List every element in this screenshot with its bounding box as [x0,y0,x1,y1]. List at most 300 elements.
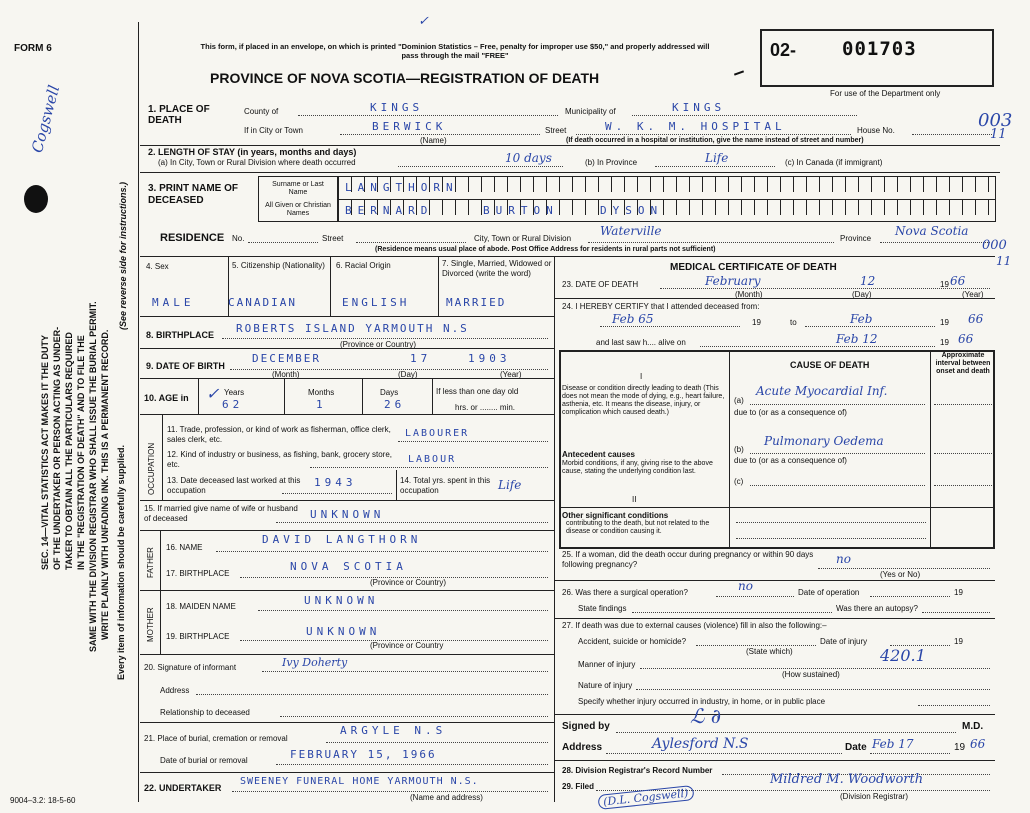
code-000: 000 [982,238,1007,253]
name-cell [703,177,716,192]
to-label: to [790,318,797,327]
name-cell [638,177,651,192]
name-cell [911,177,924,192]
page-title: PROVINCE OF NOVA SCOTIA—REGISTRATION OF DEATH [210,70,600,86]
cause-c-line [750,485,925,486]
occ13-label: 13. Date deceased last worked at this occupation [167,476,301,495]
state-findings-label: State findings [578,604,627,613]
informant-label: 20. Signature of informant [144,663,237,672]
cause-rule [559,507,995,508]
name-cell [651,177,664,192]
attend-from: Feb 65 [612,312,654,326]
racial-value: ENGLISH [342,296,410,309]
rule-r3 [554,618,995,619]
birthplace-line [222,338,548,339]
name-cell [885,177,898,192]
days-label: Days [380,388,399,397]
res-no-label: No. [232,234,245,243]
rule-11 [140,654,554,655]
res-city-line [588,242,834,243]
sex-label: 4. Sex [146,262,169,271]
citizenship-label: 5. Citizenship (Nationality) [232,261,325,270]
death-day-sub: (Day) [852,290,872,299]
center-rule [554,256,555,802]
margin-note: Cogswell [28,83,64,155]
other-sig-sub: contributing to the death, but not related to the disease or condition causing it. [566,520,710,535]
interval-label: Approximate interval between onset and death [935,352,991,375]
dob-day-sub: (Day) [398,370,418,379]
name-cell [872,177,885,192]
name-cell [768,200,781,215]
occupation-label: OCCUPATION [147,442,156,495]
age-sep-1 [284,378,285,414]
col-sep-3 [438,256,439,316]
manner-line [640,668,990,669]
name-cell [937,200,950,215]
age-sep-2 [362,378,363,414]
stay-b-value: Life [705,151,729,165]
name-cell [599,177,612,192]
name-cell [833,200,846,215]
spouse-value: UNKNOWN [310,508,385,521]
given-grid [338,199,996,222]
stay-b-line [655,166,775,167]
cause-a-line [750,404,925,405]
filed-stamp: (D.L. Cogswell) [597,785,694,810]
name-cell [495,177,508,192]
name-cell [898,177,911,192]
relationship-line [280,716,548,717]
dob-label: 9. DATE OF BIRTH [146,361,225,371]
nature-line [636,689,990,690]
manner-label: Manner of injury [578,660,636,669]
name-cell [781,177,794,192]
burial-date-label: Date of burial or removal [160,756,248,765]
name-cell [976,177,989,192]
interval-c-line [934,485,992,486]
side-text-6: WRITE PLAINLY WITH UNFADING INK. THIS IS A PERMANENT RECORD. [100,329,110,640]
father-name-label: 16. NAME [166,543,203,552]
md-date-label: Date [845,742,867,753]
city-line [340,134,540,135]
rule-r4 [554,714,995,715]
mother-maiden-label: 18. MAIDEN NAME [166,602,236,611]
name-cell [742,200,755,215]
md-address-value: Aylesford N.S [652,736,749,752]
name-cell [716,177,729,192]
municipality-value: KINGS [672,101,726,114]
dept-use-note: For use of the Department only [830,89,941,98]
name-cell [703,200,716,215]
rule-2 [140,172,1000,173]
roman-1: I [640,372,643,381]
name-cell [820,177,833,192]
occ14-sep [396,470,397,500]
rule-7 [140,414,554,415]
name-cell [586,177,599,192]
name-cell [521,177,534,192]
occ13-line [282,493,392,494]
res-street-label: Street [322,234,344,243]
rule-3 [140,256,995,257]
other-sig-label: Other significant conditions [562,511,669,520]
undertaker-line [232,791,548,792]
name-cell [911,200,924,215]
given-value-3: DYSON [600,204,664,217]
cause-title: CAUSE OF DEATH [790,360,870,370]
interval-b-line [934,453,992,454]
code-11: 11 [990,127,1007,142]
roman-2: II [632,495,637,504]
name-cell [950,177,963,192]
name-cell [794,177,807,192]
res-no-line [248,242,318,243]
occ-sep [162,414,163,500]
surgical-label: 26. Was there a surgical operation? [562,588,688,597]
birthplace-label: 8. BIRTHPLACE [146,330,215,340]
birthplace-value: ROBERTS ISLAND YARMOUTH N.S [236,322,469,335]
rule-r5 [554,760,995,761]
div-registrar-sub: (Division Registrar) [840,792,909,801]
mother-sep [160,590,161,654]
county-value: KINGS [370,101,424,114]
side-text-3: TAKER TO OBTAIN ALL THE PARTICULARS REQUIRED [64,332,74,570]
occ14-label: 14. Total yrs. spent in this occupation [400,476,491,495]
date-op-line [870,596,950,597]
col-sep-2 [330,256,331,316]
specify-label: Specify whether injury occurred in industry, in home, or in public place [578,697,826,706]
mother-birth-label: 19. BIRTHPLACE [166,632,230,641]
surname-value: LANGTHORN [345,181,459,194]
name-cell [456,200,469,215]
age-days: 26 [384,398,406,411]
name-cell [625,177,638,192]
house-line [912,134,992,135]
stay-a-value: 10 days [505,151,552,165]
name-cell [755,177,768,192]
md-date-yr: 66 [970,737,986,751]
informant-address-label: Address [160,686,190,695]
attend-to-line [805,326,935,327]
informant-value: Ivy Doherty [282,656,348,669]
res-province-line [880,242,990,243]
name-cell [846,177,859,192]
rule-4 [140,316,554,317]
dash-mark [734,70,744,75]
sex-value: MALE [152,296,195,309]
length-stay-label: 2. LENGTH OF STAY (in years, months and days) [148,147,357,157]
side-text-2: OF THE UNDERTAKER OR PERSON ACTING AS UNDER- [52,326,62,570]
residence-note: (Residence means usual place of abode. Post Office Address for residents in rural parts not sufficient) [375,246,716,253]
external-label: 27. If death was due to external causes (violence) fill in also the following:– [562,621,827,630]
accident-label: Accident, suicide or homicide? [578,637,687,646]
res-city-label: City, Town or Rural Division [474,234,572,243]
cause-b-marker: (b) [734,445,744,454]
name-cell [560,177,573,192]
other-line-1 [736,522,926,523]
father-birth-sub: (Province or Country) [370,578,447,587]
left-rule [138,22,139,802]
relationship-label: Relationship to deceased [160,708,250,717]
stay-a-line [398,166,563,167]
burial-place-line [326,742,548,743]
nature-label: Nature of injury [578,681,633,690]
mother-maiden-value: UNKNOWN [304,594,379,607]
attend-from-line [600,326,740,327]
date-op-label: Date of operation [798,588,860,597]
months-label: Months [308,388,335,397]
name-cell [924,200,937,215]
name-cell [885,200,898,215]
street-value: W. K. M. HOSPITAL [605,120,786,133]
punch-hole [24,185,48,213]
father-sep [160,530,161,590]
reg-record-label: 28. Division Registrar's Record Number [562,766,713,775]
side-text-4: IN THE "REGISTRATION OF DEATH" AND TO FILE THE [76,335,86,570]
antecedent-sub: Morbid conditions, if any, giving rise to the above cause, stating the underlying condition last. [562,460,713,475]
name-cell [937,177,950,192]
cause-a-marker: (a) [734,396,744,405]
signed-by-line [616,732,956,733]
last-saw-line [700,346,935,347]
county-line [298,115,558,116]
signed-by-label: Signed by [562,721,610,732]
house-no-label: House No. [857,126,895,135]
burial-place-label: 21. Place of burial, cremation or removal [144,734,288,743]
occ13-value: 1943 [314,476,357,489]
medical-title: MEDICAL CERTIFICATE OF DEATH [670,262,837,273]
occ11-line [398,441,548,442]
pregnancy-line [818,568,990,569]
occ12-label: 12. Kind of industry or business, as fishing, bank, grocery store, etc. [167,450,393,469]
autopsy-label: Was there an autopsy? [836,604,918,613]
signature-scribble: ℒ ∂ [690,704,722,728]
surgical-value: no [738,579,753,593]
reg-prefix: 02- [770,40,797,60]
place-of-death-label: 1. PLACE OF DEATH [148,104,210,126]
given-label: All Given or Christian Names [265,202,331,217]
stay-a-label: (a) In City, Town or Rural Division where death occurred [158,158,356,167]
last-saw-year-prefix: 19 [940,338,949,347]
yes-no-sub: (Yes or No) [880,570,921,579]
name-cell [898,200,911,215]
check-mark: ✓ [206,384,220,403]
hospital-note: (If death occurred in a hospital or institution, give the name instead of street and number) [566,137,864,144]
marital-label: 7. Single, Married, Widowed or Divorced (write the word) [442,259,552,278]
birthplace-sub: (Province or Country) [340,340,417,349]
rule-5 [140,348,554,349]
name-cell [963,200,976,215]
city-value: BERWICK [372,120,447,133]
rule-12 [140,722,554,723]
street-label: Street [545,126,567,135]
rule-1 [140,145,1000,146]
date-op-year-prefix: 19 [954,588,963,597]
name-cell [664,200,677,215]
name-cell [573,200,586,215]
accident-line [696,645,816,646]
father-birth-label: 17. BIRTHPLACE [166,569,230,578]
father-label: FATHER [146,547,155,578]
cause-b-line [750,453,925,454]
last-saw-value: Feb 12 [836,332,878,346]
stay-c-label: (c) In Canada (if immigrant) [785,158,883,167]
mother-maiden-line [258,610,548,611]
rule-6 [140,378,554,379]
citizenship-value: CANADIAN [228,296,297,309]
residence-label: RESIDENCE [160,232,225,244]
death-year-sub: (Year) [962,290,984,299]
death-day: 12 [860,274,876,288]
name-cell [872,200,885,215]
dob-year-sub: (Year) [500,370,522,379]
undertaker-label: 22. UNDERTAKER [144,783,222,793]
death-year-prefix: 19 [940,280,949,289]
findings-line [632,612,832,613]
death-year: 66 [950,274,966,288]
code-003: 003 [978,110,1013,131]
mother-birth-sub: (Province or Country [370,641,444,650]
rule-10 [140,590,554,591]
name-cell [469,177,482,192]
print-name-label: 3. PRINT NAME OF DECEASED [148,183,239,206]
name-cell [807,177,820,192]
autopsy-line [922,612,990,613]
woman-label: 25. If a woman, did the death occur during pregnancy or within 90 days following pregnancy? [562,550,814,569]
city-label: If in City or Town [244,126,303,135]
informant-line [262,671,548,672]
marital-value: MARRIED [446,296,507,309]
name-cell [690,177,703,192]
antecedent-label: Antecedent causes [562,450,635,459]
md-label: M.D. [962,721,984,732]
name-cell [443,200,456,215]
name-sub: (Name) [420,136,447,145]
mother-label: MOTHER [146,607,155,642]
name-cell [781,200,794,215]
name-cell [963,177,976,192]
name-cell [612,177,625,192]
name-cell [807,200,820,215]
registrar-signature: Mildred M. Woodworth [770,772,924,787]
name-cell [768,177,781,192]
municipality-line [632,115,857,116]
disease-label: Disease or condition directly leading to death (This does not mean the mode of dying, e.g., heart failure, asthenia, etc. It means the disease, injury, or complication which caused death.) [562,385,725,416]
how-sustained-sub: (How sustained) [782,670,840,679]
name-cell [833,177,846,192]
name-cell [794,200,807,215]
rule-r2 [554,580,995,581]
name-cell [664,177,677,192]
name-cell [729,200,742,215]
name-cell [677,177,690,192]
side-text-7: Every item of information should be carefully supplied. [116,444,126,680]
name-cell [586,200,599,215]
md-address-label: Address [562,742,603,753]
cause-sep-2 [930,350,931,549]
attend-from-year-prefix: 19 [752,318,761,327]
registration-number-box [760,29,994,87]
name-cell [976,200,989,215]
death-month-sub: (Month) [735,290,763,299]
date-death-label: 23. DATE OF DEATH [562,280,639,289]
res-city-value: Waterville [600,224,662,238]
age-label: 10. AGE in [144,393,189,403]
bottom-code: 9004–3.2: 18-5-60 [10,796,76,805]
occ12-value: LABOUR [408,454,457,465]
cause-c-marker: (c) [734,477,744,486]
age-sep-3 [432,378,433,414]
last-saw-label: and last saw h.... alive on [596,338,686,347]
father-name-value: DAVID LANGTHORN [262,533,422,546]
res-street-line [356,242,466,243]
stay-b-label: (b) In Province [585,158,638,167]
res-province-value: Nova Scotia [895,224,969,238]
street-line [576,134,851,135]
name-cell [573,177,586,192]
name-cell [859,200,872,215]
name-cell [820,200,833,215]
name-cell [469,200,482,215]
burial-date-value: FEBRUARY 15, 1966 [290,748,437,761]
interval-a-line [934,404,992,405]
name-cell [716,200,729,215]
name-cell [755,200,768,215]
specify-line [918,705,990,706]
due-to-1: due to (or as a consequence of) [734,408,847,417]
municipality-label: Municipality of [565,107,616,116]
date-injury-label: Date of injury [820,637,868,646]
due-to-2: due to (or as a consequence of) [734,456,847,465]
informant-address-line [196,694,548,695]
cause-code: 420.1 [880,646,926,665]
county-label: County of [244,107,279,116]
code-11b: 11 [996,254,1012,268]
reg-number: 001703 [842,38,917,60]
header-notice: This form, if placed in an envelope, on which is printed "Dominion Statistics – Free, penalty for improper use $50," and properly addressed will pass through the mail "FREE" [200,42,710,60]
attend-to: Feb [850,312,873,326]
years-label: Years [224,388,245,397]
dob-year: 1903 [468,352,511,365]
age-months: 1 [316,398,327,411]
other-line-2 [736,538,926,539]
age-years: 62 [222,398,244,411]
last-saw-yr: 66 [958,332,974,346]
rule-13 [140,772,554,773]
father-name-line [216,551,548,552]
filed-label: 29. Filed [562,782,595,791]
hrs-min-label: hrs. or ........ min. [455,403,516,412]
name-cell [534,177,547,192]
side-text-8: (See reverse side for instructions.) [118,181,128,330]
md-year-prefix: 19 [954,742,966,753]
name-cell [482,177,495,192]
undertaker-value: SWEENEY FUNERAL HOME YARMOUTH N.S. [240,776,479,787]
name-cell [508,177,521,192]
given-value-2: BURTON [483,204,559,217]
surname-label: Surname or Last Name [272,181,324,196]
name-cell [690,200,703,215]
attend-to-yr: 66 [968,312,984,326]
surgical-line [716,596,794,597]
racial-label: 6. Racial Origin [336,261,391,270]
name-cell [950,200,963,215]
attend-to-year-prefix: 19 [940,318,949,327]
occ12-line [310,467,548,468]
under-day-label: If less than one day old [436,387,519,396]
spouse-line [276,522,548,523]
md-date-value: Feb 17 [872,737,914,751]
